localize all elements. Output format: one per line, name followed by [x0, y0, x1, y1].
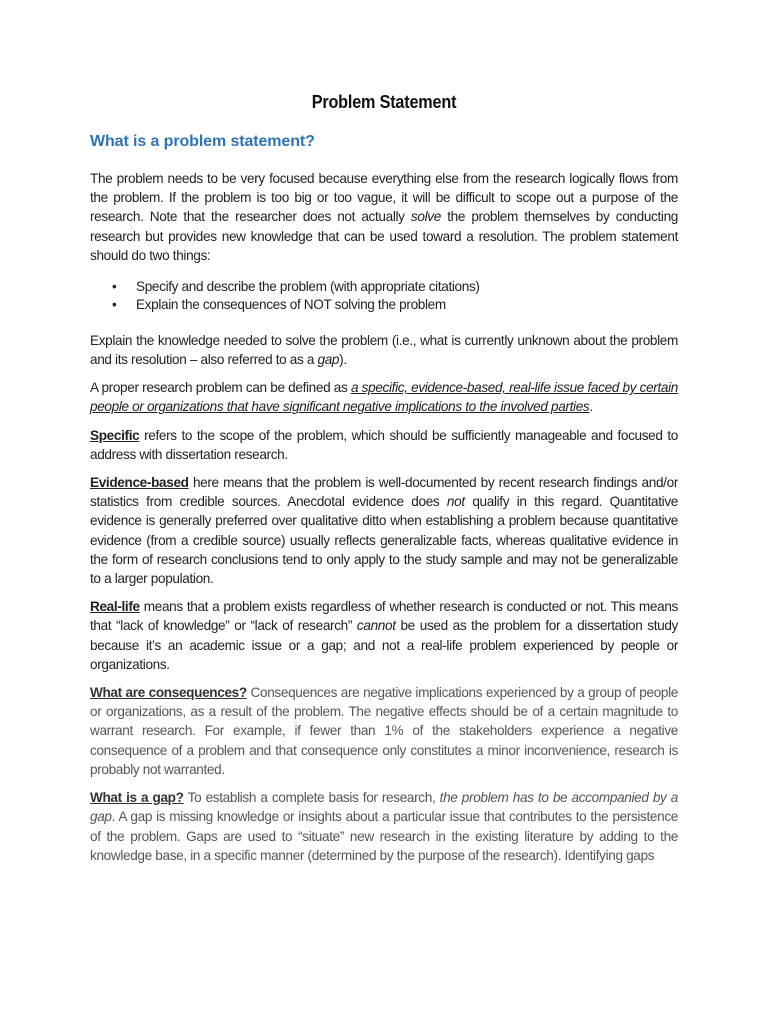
list-item — [112, 278, 678, 296]
definition-lead: A proper research problem can be defined as — [90, 380, 351, 396]
knowledge-emphasis: gap — [317, 352, 340, 368]
evidence-term: Evidence-based — [90, 475, 189, 491]
bullet-list — [90, 278, 678, 315]
reallife-text-a: means that a problem exists regardless of whether research is conducted or not. This means that “lack of knowledge” or “lack of research” — [90, 599, 678, 634]
consequences-paragraph — [90, 683, 678, 779]
intro-paragraph — [90, 169, 678, 265]
gap-emphasis: the problem has to be accompanied by a gap — [90, 790, 678, 825]
gap-paragraph — [90, 788, 678, 865]
knowledge-paragraph — [90, 331, 678, 369]
definition-paragraph — [90, 378, 678, 416]
knowledge-text-b: ). — [339, 352, 347, 368]
knowledge-text-a: Explain the knowledge needed to solve the problem (i.e., what is currently unknown about the problem and its resolution – also referred to as a — [90, 332, 678, 368]
page-title: Problem Statement — [311, 92, 457, 112]
evidence-text-b: qualify in this regard. Quantitative evidence is generally preferred over qualitative ditto when establishing a problem because quantitative evidence (from a credible source) usually reflects generalizable facts, whereas qualitative evidence in the form of research conclusions tend to only apply to the study sample and may not be generalizable to a larger population. — [90, 494, 678, 587]
gap-text-b: . A gap is missing knowledge or insights about a particular issue that contributes to the persistence of the problem. Gaps are used to “situate” new research in the existing literature by adding to the knowledge base, in a specific manner (determined by the purpose of the research). Identifying gaps — [90, 809, 678, 863]
definition-end: . — [589, 399, 593, 415]
intro-emphasis: solve — [410, 209, 441, 225]
specific-paragraph — [90, 426, 678, 464]
evidence-text-a: here means that the problem is well-documented by recent research findings and/or statistics from credible sources. Anecdotal evidence does — [90, 475, 678, 510]
list-item — [112, 296, 678, 314]
document-page — [90, 92, 678, 874]
section-heading: What is a problem statement? — [90, 133, 315, 150]
specific-text: refers to the scope of the problem, which should be sufficiently manageable and focused to address with dissertation research. — [90, 427, 678, 462]
consequences-term: What are consequences? — [90, 685, 247, 701]
list-item-text: Specify and describe the problem (with appropriate citations) — [136, 279, 480, 295]
reallife-text-b: be used as the problem for a dissertation study because it’s an academic issue or a gap; and not a real-life problem experienced by people or organizations. — [90, 618, 678, 672]
gap-text-a: To establish a complete basis for research, — [183, 790, 440, 806]
bullet-icon: • — [112, 279, 117, 295]
reallife-emphasis: cannot — [356, 618, 396, 634]
evidence-paragraph — [90, 473, 678, 588]
intro-text-b: the problem themselves by conducting research but provides new knowledge that can be used toward a resolution. The problem statement should do two things: — [90, 209, 678, 263]
intro-text-a: The problem needs to be very focused because everything else from the research logically flows from the problem. If the problem is too big or too vague, it will be difficult to scope out a purpose of the research. Note that the researcher does not actually — [90, 171, 678, 225]
evidence-emphasis: not — [446, 494, 465, 510]
reallife-term: Real-life — [90, 599, 140, 615]
consequences-text: Consequences are negative implications experienced by a group of people or organizations, as a result of the problem. The negative effects should be of a certain magnitude to warrant research. For example, if fewer than 1% of the stakeholders experience a negative consequence of a problem and that consequence only constitutes a minor inconvenience, research is probably not warranted. — [90, 685, 678, 777]
reallife-paragraph — [90, 597, 678, 674]
bullet-icon: • — [112, 297, 117, 313]
definition-text: a specific, evidence-based, real-life issue faced by certain people or organizations that have significant negative implications to the involved parties — [90, 380, 678, 415]
gap-term: What is a gap? — [90, 790, 184, 806]
specific-term: Specific — [90, 427, 140, 443]
list-item-text: Explain the consequences of NOT solving the problem — [136, 297, 446, 313]
